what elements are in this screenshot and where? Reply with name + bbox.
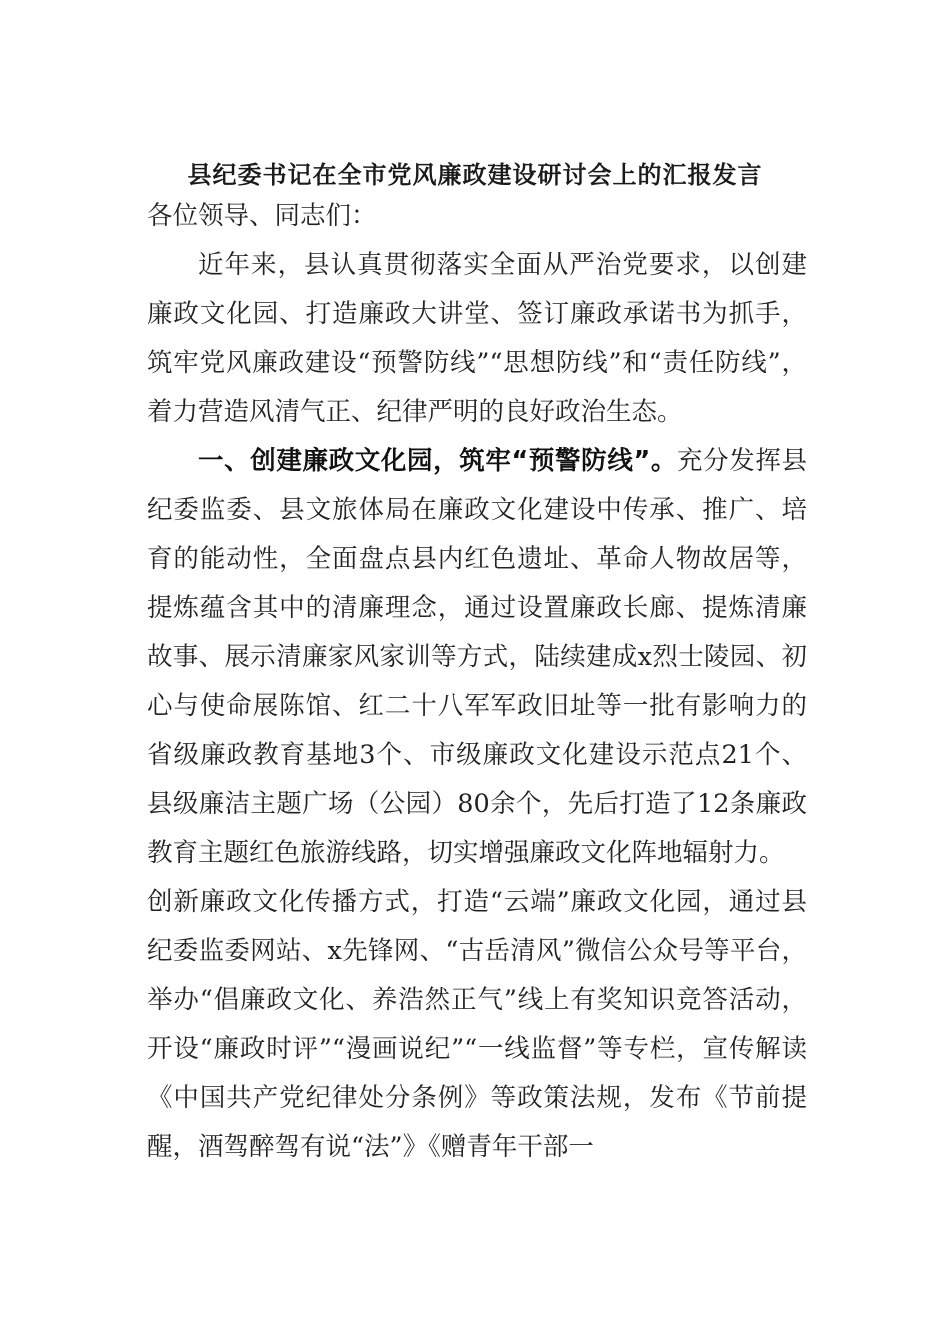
intro-paragraph: 近年来，县认真贯彻落实全面从严治党要求，以创建廉政文化园、打造廉政大讲堂、签订廉政承诺书为抓手，筑牢党风廉政建设“预警防线”“思想防线”和“责任防线”，着力营造风清气正、纪律严明的良好政治生态。 bbox=[147, 250, 807, 427]
document-title: 县纪委书记在全市党风廉政建设研讨会上的汇报发言 bbox=[187, 161, 763, 189]
document-body bbox=[147, 192, 807, 1172]
salutation: 各位领导、同志们： bbox=[147, 201, 377, 231]
section-1-body: 充分发挥县纪委监委、县文旅体局在廉政文化建设中传承、推广、培育的能动性，全面盘点县内红色遗址、革命人物故居等，提炼蕴含其中的清廉理念，通过设置廉政长廊、提炼清廉故事、展示清廉家风家训等方式，陆续建成x烈士陵园、初心与使命展陈馆、红二十八军军政旧址等一批有影响力的省级廉政教育基地3个、市级廉政文化建设示范点21个、县级廉洁主题广场（公园）80余个，先后打造了12条廉政教育主题红色旅游线路，切实增强廉政文化阵地辐射力。 bbox=[147, 446, 807, 868]
section-1-heading: 一、创建廉政文化园，筑牢“预警防线”。 bbox=[198, 446, 677, 476]
section-1-paragraph bbox=[147, 437, 807, 878]
section-1-continuation: 创新廉政文化传播方式，打造“云端”廉政文化园，通过县纪委监委网站、x先锋网、“古岳清风”微信公众号等平台，举办“倡廉政文化、养浩然正气”线上有奖知识竞答活动，开设“廉政时评”“漫画说纪”“一线监督”等专栏，宣传解读《中国共产党纪律处分条例》等政策法规，发布《节前提醒，酒驾醉驾有说“法”》《赠青年干部一 bbox=[147, 887, 807, 1162]
